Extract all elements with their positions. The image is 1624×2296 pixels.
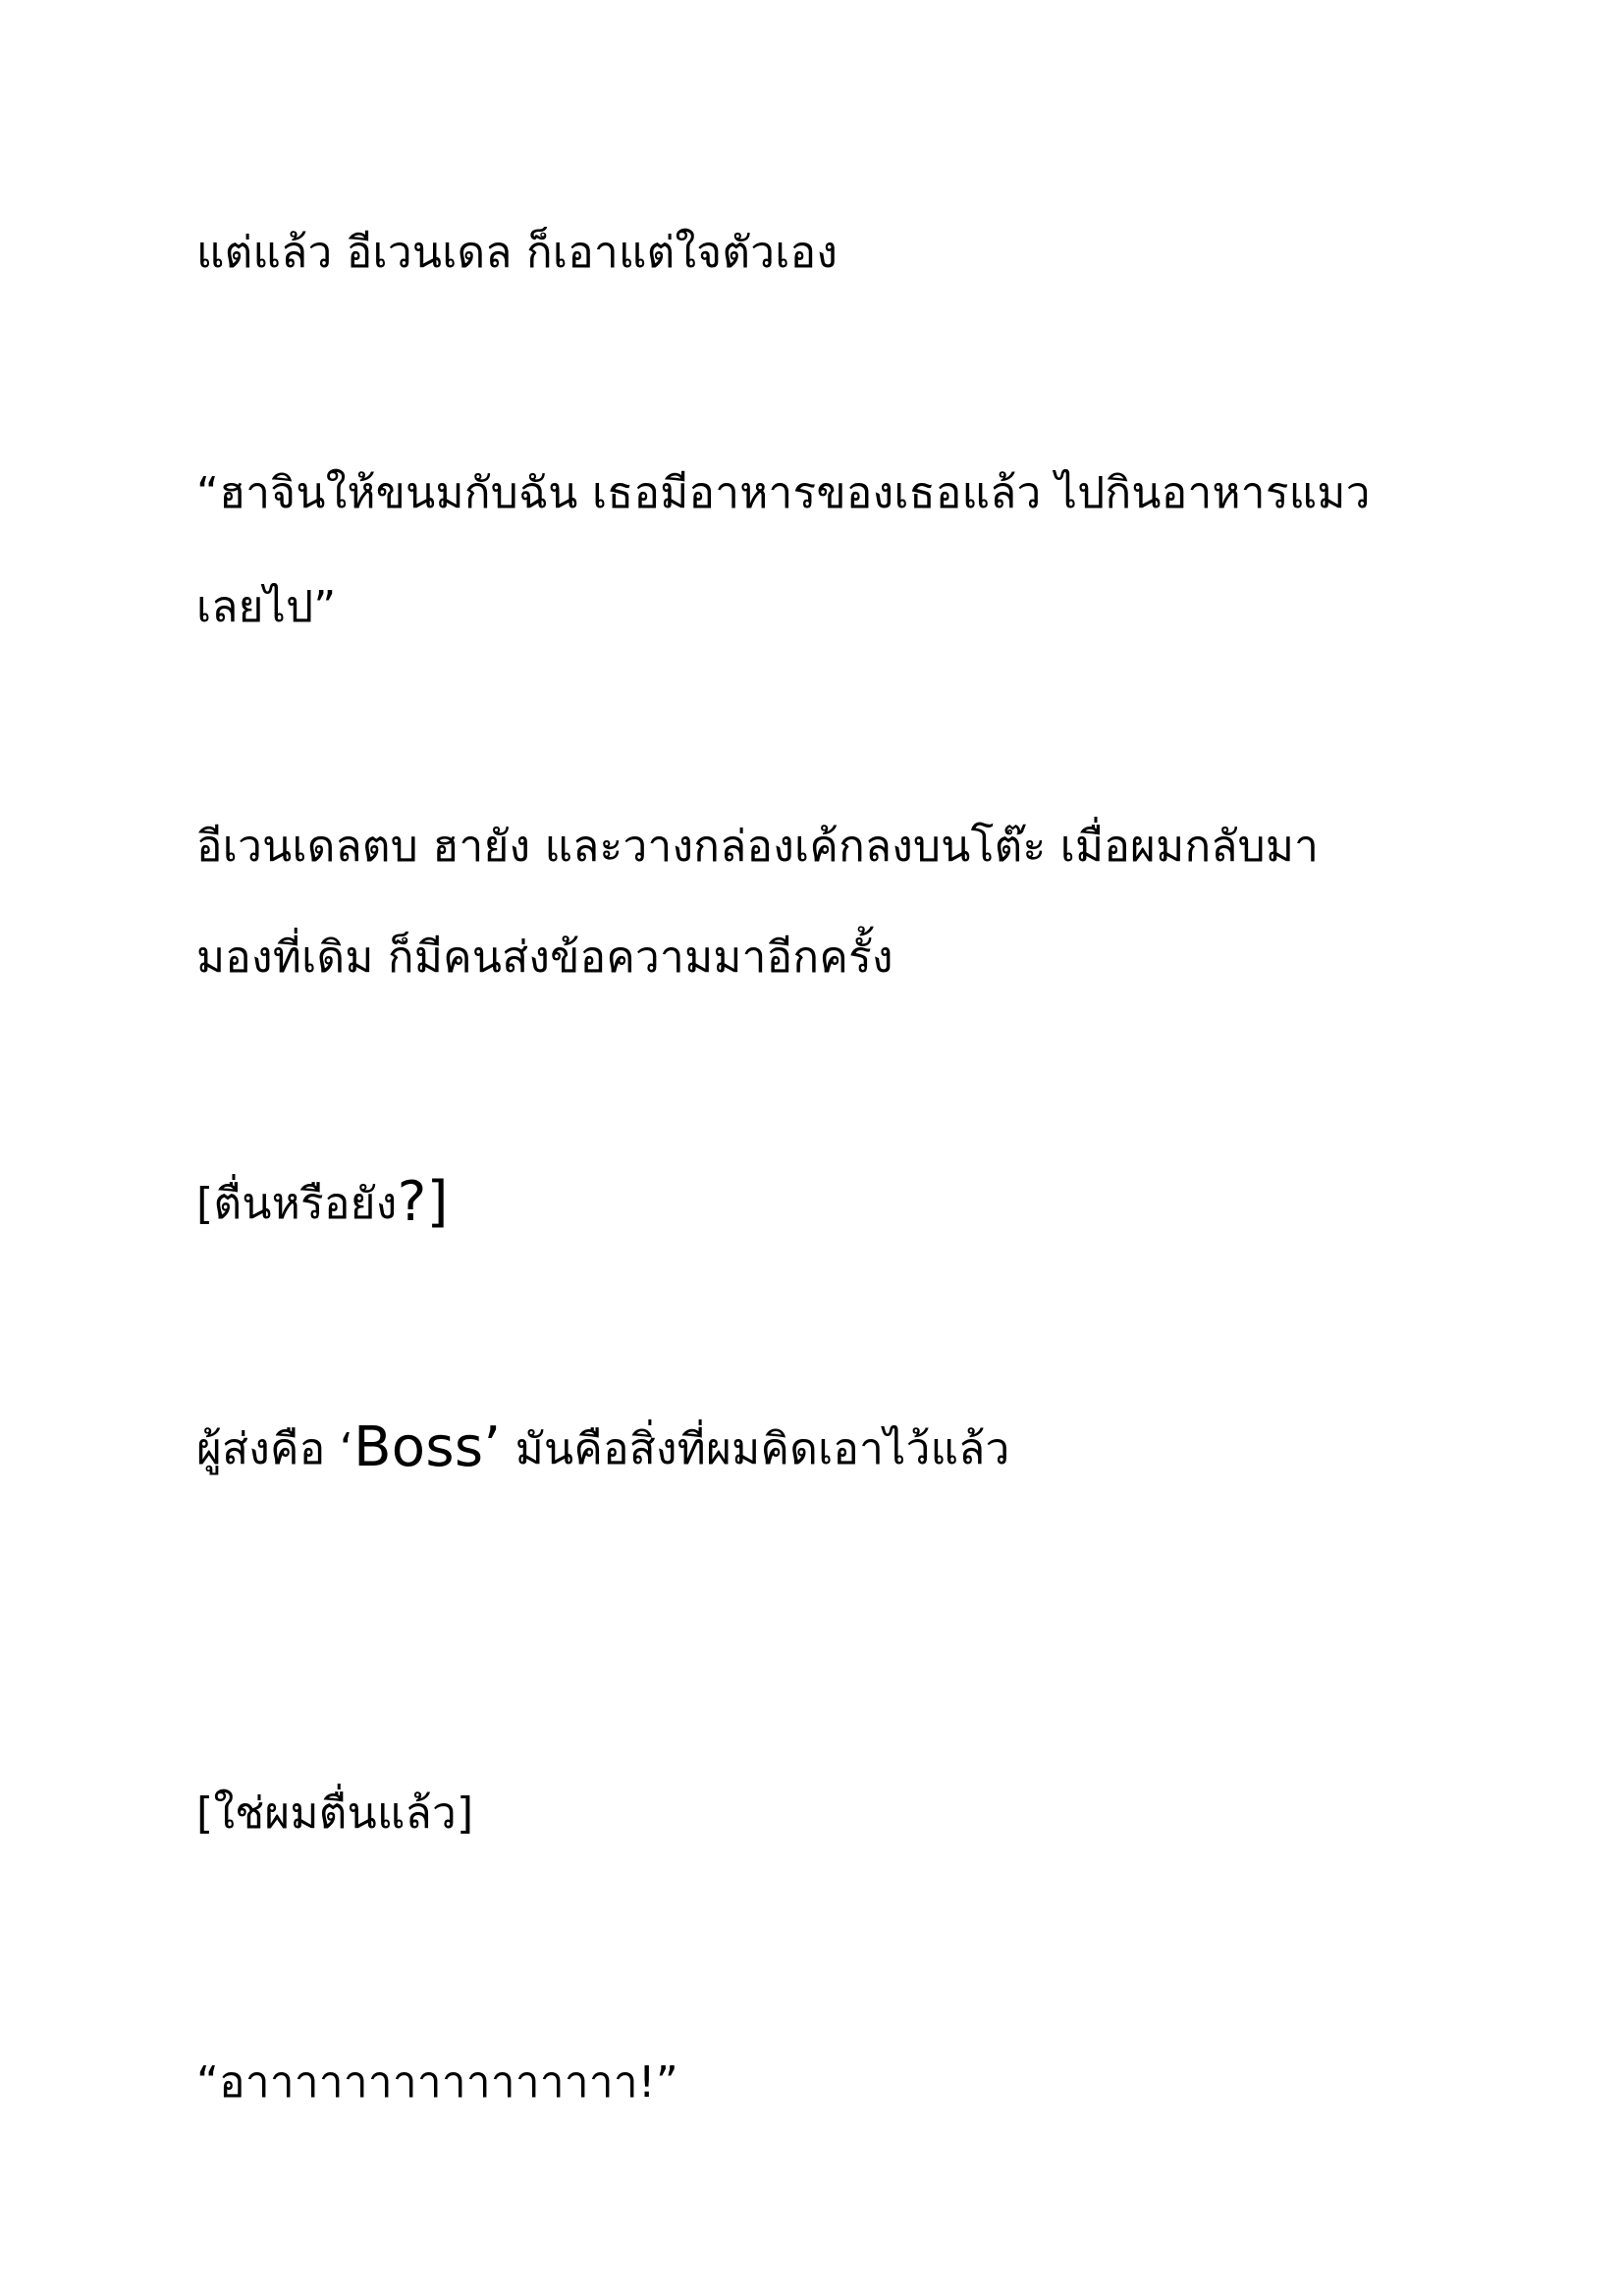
dialogue-line-continued: เลยไป” — [196, 582, 337, 632]
message-emphasis: ?] — [397, 1170, 449, 1234]
reply-text: ใช่ผมตื่นแล้ว] — [213, 1789, 474, 1839]
paragraph-line-continued: มองที่เดิม ก็มีคนส่งข้อความมาอีกครั้ง — [196, 933, 893, 983]
reply-open-bracket: [ — [196, 1789, 214, 1839]
message-text: ตื่นหรือยัง — [213, 1179, 398, 1229]
sender-prefix: ผู้ส่งคือ ‘ — [196, 1424, 354, 1474]
message-open-bracket: [ — [196, 1179, 214, 1229]
chat-reply-line — [196, 1785, 473, 1843]
sender-name: Boss’ — [353, 1415, 502, 1479]
sender-line — [196, 1415, 1010, 1479]
sender-suffix: มันคือสิ่งที่ผมคิดเอาไว้แล้ว — [501, 1424, 1010, 1474]
paragraph-line: แต่แล้ว อีเวนเดล ก็เอาแต่ใจตัวเอง — [196, 228, 839, 278]
exclamation-line: “อาาาาาาาาาาาาาาาา!” — [196, 2057, 678, 2108]
dialogue-line: “ฮาจินให้ขนมกับฉัน เธอมีอาหารของเธอแล้ว ไปกินอาหารแมว — [196, 468, 1371, 518]
chat-message-line — [196, 1170, 449, 1234]
paragraph-line: อีเวนเดลตบ ฮายัง และวางกล่องเค้กลงบนโต๊ะ เมื่อผมกลับมา — [196, 822, 1320, 872]
